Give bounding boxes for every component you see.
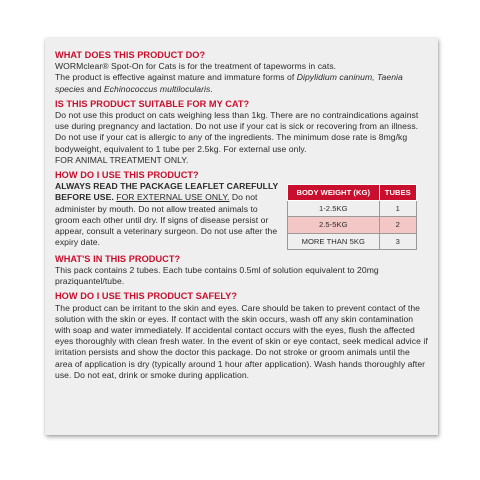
dose-table-row (288, 233, 417, 249)
dose-tubes-cell: 2 (379, 217, 416, 233)
suitability-body-2: FOR ANIMAL TREATMENT ONLY. (55, 154, 189, 165)
heading-suitability: IS THIS PRODUCT SUITABLE FOR MY CAT? (55, 98, 250, 109)
section-what-does-it-do (55, 50, 428, 95)
what-p2-species-2: Echinococcus multilocularis (103, 83, 211, 94)
how-to-use-body (55, 181, 281, 248)
section-suitability (55, 99, 428, 166)
dose-weight-cell: 1-2.5KG (288, 201, 380, 217)
safety-body: The product can be irritant to the skin and eyes. Care should be taken to prevent contact of the solution with the skin or eyes. If contact with the skin occurs, wash off any skin contamination with soap and water immediately. If accidental contact occurs with the eyes, flush the affected eyes thoroughly with clean fresh water. In the event of skin or eye contact, seek medical advice if irritation persists and show the doctor this package. Do not stroke or groom animals until the area of application is dry (typically around 1 hour after application). Wash hands thoroughly after use. Do not eat, drink or smoke during application. (55, 302, 428, 380)
dose-weight-cell: MORE THAN 5KG (288, 233, 380, 249)
what-p2-mid: and (84, 83, 104, 94)
dose-table-row (288, 217, 417, 233)
what-p2-pre: The product is effective against mature and immature forms of (55, 72, 297, 83)
dose-weight-cell: 2.5-5KG (288, 217, 380, 233)
product-info-panel (45, 38, 438, 435)
how-to-use-text (55, 170, 281, 250)
read-leaflet-warning: ALWAYS READ THE PACKAGE LEAFLET CAREFULLY BEFORE USE. (55, 181, 279, 203)
heading-safety: HOW DO I USE THIS PRODUCT SAFELY? (55, 291, 238, 302)
heading-how-to-use: HOW DO I USE THIS PRODUCT? (55, 170, 199, 181)
what-paragraph-2 (55, 72, 428, 94)
dose-table-header-row (288, 185, 417, 201)
section-safety (55, 291, 428, 381)
what-p2-species-1: Dipylidium caninum, Taenia species (55, 72, 403, 94)
external-use-only: FOR EXTERNAL USE ONLY. (116, 192, 230, 203)
what-p2-post: . (210, 83, 213, 94)
dose-table-row (288, 201, 417, 217)
section-how-to-use (55, 170, 428, 250)
section-contents (55, 254, 428, 288)
dose-tubes-cell: 3 (379, 233, 416, 249)
heading-contents: WHAT'S IN THIS PRODUCT? (55, 253, 181, 264)
heading-what-does-it-do: WHAT DOES THIS PRODUCT DO? (55, 50, 206, 60)
suitability-body: Do not use this product on cats weighing less than 1kg. There are no contraindications against use during pregnancy and lactation. Do not use if your cat is sick or recovering from an illness. Do not use if your cat is allergic to any of the ingredients. The minimum dose rate is 8mg/kg bodyweight, equivalent to 1 tube per 2.5kg. For external use only. (55, 110, 419, 154)
dose-header-body-weight: BODY WEIGHT (KG) (288, 185, 380, 201)
dose-tubes-cell: 1 (379, 201, 416, 217)
contents-body: This pack contains 2 tubes. Each tube contains 0.5ml of solution equivalent to 20mg praziquantel/tube. (55, 265, 379, 287)
how-to-use-instructions: Do not administer by mouth. Do not allow treated animals to groom each other until dry. If signs of disease persist or appear, consult a veterinary surgeon. Do not use after the expiry date. (55, 192, 278, 248)
what-paragraph-1: WORMclear® Spot-On for Cats is for the treatment of tapeworms in cats. (55, 61, 337, 72)
dose-table (287, 184, 417, 250)
dose-header-tubes: TUBES (379, 185, 416, 201)
